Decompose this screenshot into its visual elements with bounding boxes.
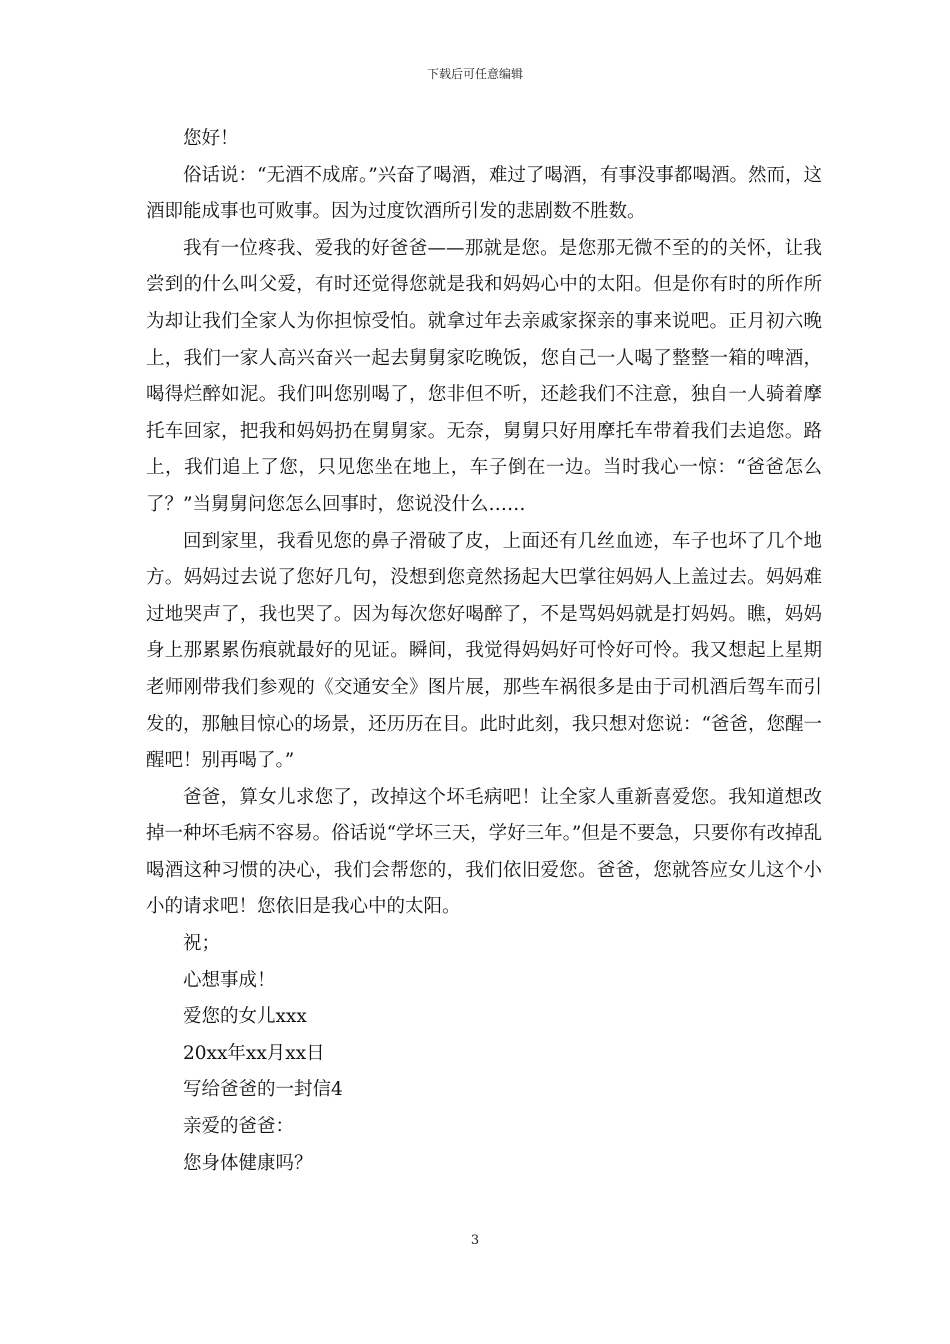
letter-body <box>146 121 822 1182</box>
date: 20xx年xx月xx日 <box>183 1042 325 1064</box>
page-number: 3 <box>470 1233 480 1248</box>
next-letter-first-line: 您身体健康吗？ <box>183 1152 313 1174</box>
closing: 祝； <box>183 933 221 955</box>
paragraph: 俗话说：“无酒不成席。”兴奋了喝酒，难过了喝酒，有事没事都喝酒。然而，这酒即能成事也可败事。因为过度饮酒所引发的悲剧数不胜数。 <box>146 164 822 223</box>
paragraph: 爸爸，算女儿求您了，改掉这个坏毛病吧！让全家人重新喜爱您。我知道想改掉一种坏毛病不容易。俗话说“学坏三天，学好三年。”但是不要急，只要你有改掉乱喝酒这种习惯的决心，我们会帮您的，我们依旧爱您。爸爸，您就答应女儿这个小小的请求吧！您依旧是我心中的太阳。 <box>146 786 822 918</box>
next-letter-salutation: 亲爱的爸爸： <box>183 1116 295 1138</box>
paragraph: 我有一位疼我、爱我的好爸爸——那就是您。是您那无微不至的的关怀，让我尝到的什么叫父爱，有时还觉得您就是我和妈妈心中的太阳。但是你有时的所作所为却让我们全家人为你担惊受怕。就拿过年去亲戚家探亲的事来说吧。正月初六晚上，我们一家人高兴奋兴一起去舅舅家吃晚饭，您自己一人喝了整整一箱的啤酒，喝得烂醉如泥。我们叫您别喝了，您非但不听，还趁我们不注意，独自一人骑着摩托车回家，把我和妈妈扔在舅舅家。无奈，舅舅只好用摩托车带着我们去追您。路上，我们追上了您，只见您坐在地上，车子倒在一边。当时我心一惊：“爸爸怎么了？”当舅舅问您怎么回事时，您说没什么…… <box>146 237 822 515</box>
wish: 心想事成！ <box>183 969 276 991</box>
next-letter-title: 写给爸爸的一封信4 <box>183 1079 343 1101</box>
page-header: 下载后可任意编辑 <box>426 67 523 81</box>
paragraph: 回到家里，我看见您的鼻子滑破了皮，上面还有几丝血迹，车子也坏了几个地方。妈妈过去说了您好几句，没想到您竟然扬起大巴掌往妈妈人上盖过去。妈妈难过地哭声了，我也哭了。因为每次您好喝醉了，不是骂妈妈就是打妈妈。瞧，妈妈身上那累累伤痕就最好的见证。瞬间，我觉得妈妈好可怜好可怜。我又想起上星期老师刚带我们参观的《交通安全》图片展，那些车祸很多是由于司机酒后驾车而引发的，那触目惊心的场景，还历历在目。此时此刻，我只想对您说：“爸爸，您醒一醒吧！别再喝了。” <box>146 530 822 772</box>
signature: 爱您的女儿xxx <box>183 1006 307 1028</box>
greeting: 您好！ <box>183 128 239 149</box>
